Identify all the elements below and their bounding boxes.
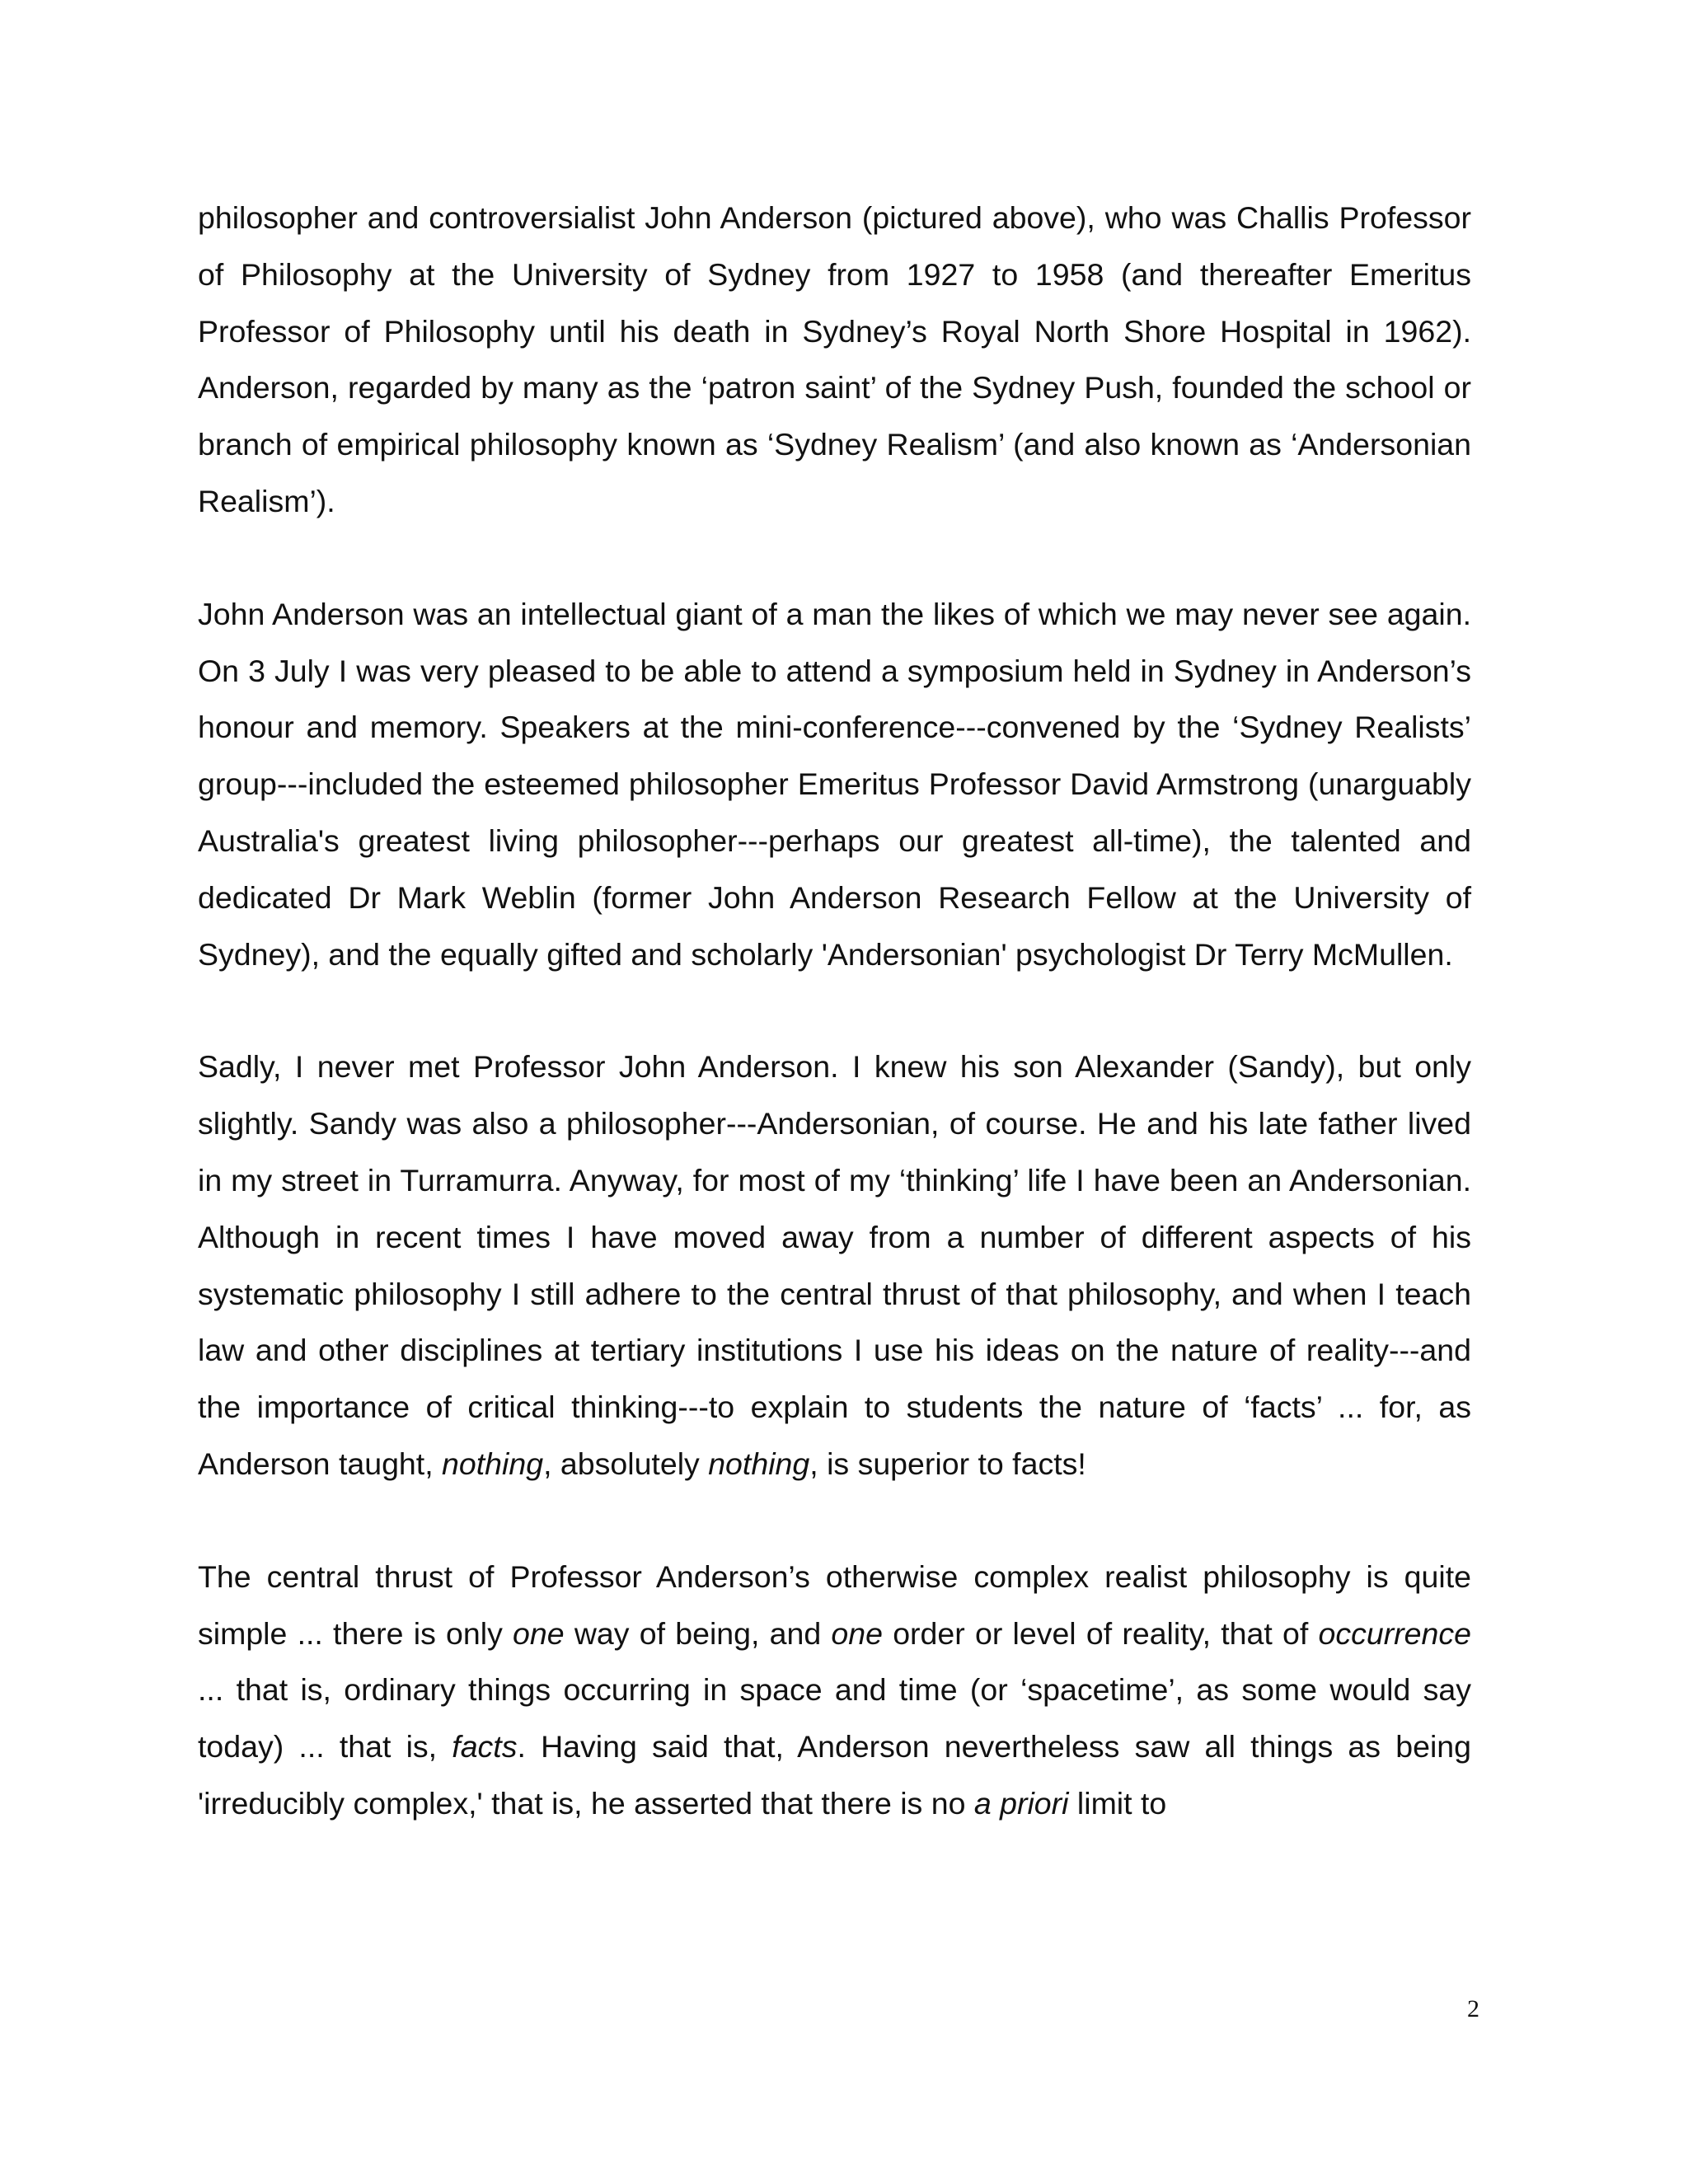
text-segment: way of being, and [564, 1615, 832, 1651]
text-segment: The central thrust of Professor Anderson’s otherwise complex realist philosophy is quite simple ... there is only [198, 1558, 1471, 1651]
text-segment: limit to [1068, 1785, 1167, 1821]
body-text [198, 190, 1471, 1832]
text-segment: Sadly, I never met Professor John Anderson. I knew his son Alexander (Sandy), but only slightly. Sandy was also a philosopher---Andersonian, of course. He and his late father lived in my street in Turramurra. Anyway, for most of my ‘thinking’ life I have been an Andersonian. Although in recent times I have moved away from a number of different aspects of his systematic philosophy I still adhere to the central thrust of that philosophy, and when I teach law and other disciplines at tertiary institutions I use his ideas on the nature of reality---and the importance of critical thinking---to explain to students the nature of ‘facts’ ... for, as Anderson taught, [198, 1049, 1471, 1481]
text-segment: , absolutely [543, 1446, 709, 1481]
italic-text-segment: occurrence [1318, 1615, 1471, 1651]
italic-text-segment: nothing [708, 1446, 810, 1481]
text-segment: order or level of reality, that of [882, 1615, 1319, 1651]
paragraph-4 [198, 1549, 1471, 1832]
text-segment: . Having said that, Anderson nevertheless saw all things as being 'irreducibly complex,' that is, he asserted that there is no [198, 1729, 1471, 1821]
paragraph-3 [198, 1038, 1471, 1492]
italic-text-segment: one [831, 1615, 883, 1651]
paragraph-1 [198, 190, 1471, 530]
page-number: 2 [1467, 1995, 1479, 2022]
italic-text-segment: nothing [442, 1446, 544, 1481]
italic-text-segment: a priori [973, 1785, 1069, 1821]
text-segment: , is superior to facts! [809, 1446, 1086, 1481]
text-segment: ... that is, ordinary things occurring in space and time (or ‘spacetime’, as some would say today) ... that is, [198, 1672, 1471, 1765]
text-segment: John Anderson was an intellectual giant of a man the likes of which we may never see again. On 3 July I was very pleased to be able to attend a symposium held in Sydney in Anderson’s honour and memory. Speakers at the mini-conference---convened by the ‘Sydney Realists’ group---included the esteemed philosopher Emeritus Professor David Armstrong (unarguably Australia's greatest living philosopher---perhaps our greatest all-time), the talented and dedicated Dr Mark Weblin (former John Anderson Research Fellow at the University of Sydney), and the equally gifted and scholarly 'Andersonian' psychologist Dr Terry McMullen. [198, 596, 1471, 972]
italic-text-segment: one [513, 1615, 565, 1651]
text-segment: philosopher and controversialist John Anderson (pictured above), who was Challis Professor of Philosophy at the University of Sydney from 1927 to 1958 (and thereafter Emeritus Professor of Philosophy until his death in Sydney’s Royal North Shore Hospital in 1962). Anderson, regarded by many as the ‘patron saint’ of the Sydney Push, founded the school or branch of empirical philosophy known as ‘Sydney Realism’ (and also known as ‘Andersonian Realism’). [198, 200, 1471, 518]
italic-text-segment: facts [452, 1729, 518, 1765]
paragraph-2 [198, 586, 1471, 983]
